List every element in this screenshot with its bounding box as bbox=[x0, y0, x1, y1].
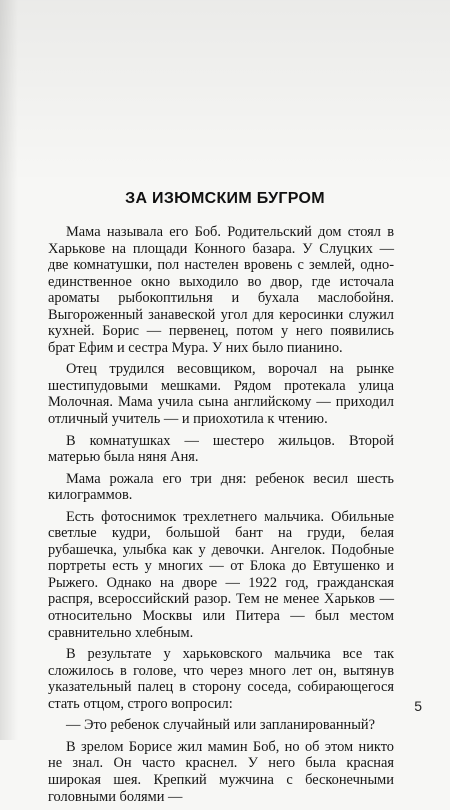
body-text bbox=[48, 224, 394, 810]
chapter-title: ЗА ИЗЮМСКИМ БУГРОМ bbox=[125, 190, 325, 207]
bleed-through-shadow bbox=[0, 0, 450, 185]
paragraph: В результате у харьковского мальчика все так сложилось в голове, что через много лет он, вытянув указательный палец в сторону соседа, собирающегося стать отцом, строго вопросил: bbox=[48, 646, 394, 712]
paragraph: Мама рожала его три дня: ребенок весил шесть килограммов. bbox=[48, 470, 394, 504]
paragraph: В зрелом Борисе жил мамин Боб, но об этом никто не знал. Он часто краснел. У него была красная широкая шея. Крепкий мужчина с бесконечными головными болями — bbox=[48, 738, 394, 805]
binding-edge-shadow bbox=[0, 0, 18, 740]
paragraph: Есть фотоснимок трехлетнего мальчика. Обильные светлые кудри, большой бант на груди, белая рубашечка, улыбка как у девочки. Ангелок. Подобные портреты есть у многих — от Блока до Евтушенко и Рыжего. Однако на дворе — 1922 год, гражданская распря, всероссийский разор. Тем не менее Харьков — относительно Москвы или Питера — был местом сравнительно хлебным. bbox=[48, 508, 394, 641]
paragraph: Отец трудился весовщиком, ворочал на рынке шестипудовыми мешками. Рядом протекала улица Молочная. Мама учила сына английскому — приходил отличный учитель — и приохотила к чтению. bbox=[48, 361, 394, 428]
paragraph: В комнатушках — шестеро жильцов. Второй матерью была няня Аня. bbox=[48, 432, 394, 466]
page-number: 5 bbox=[414, 698, 422, 714]
dialogue-line: — Это ребенок случайный или запланированный? bbox=[66, 717, 376, 734]
paragraph: Мама называла его Боб. Родительский дом стоял в Харькове на площади Конного базара. У Слуцких — две комнатушки, пол настелен вровень с землей, одно-единственное окно выходило во двор, где источала ароматы рыбокоптильня и бухала маслобойня. Выгороженный занавеской угол для керосинки служил кухней. Борис — первенец, потом у него появились брат Ефим и сестра Мура. У них было пианино. bbox=[48, 224, 394, 356]
